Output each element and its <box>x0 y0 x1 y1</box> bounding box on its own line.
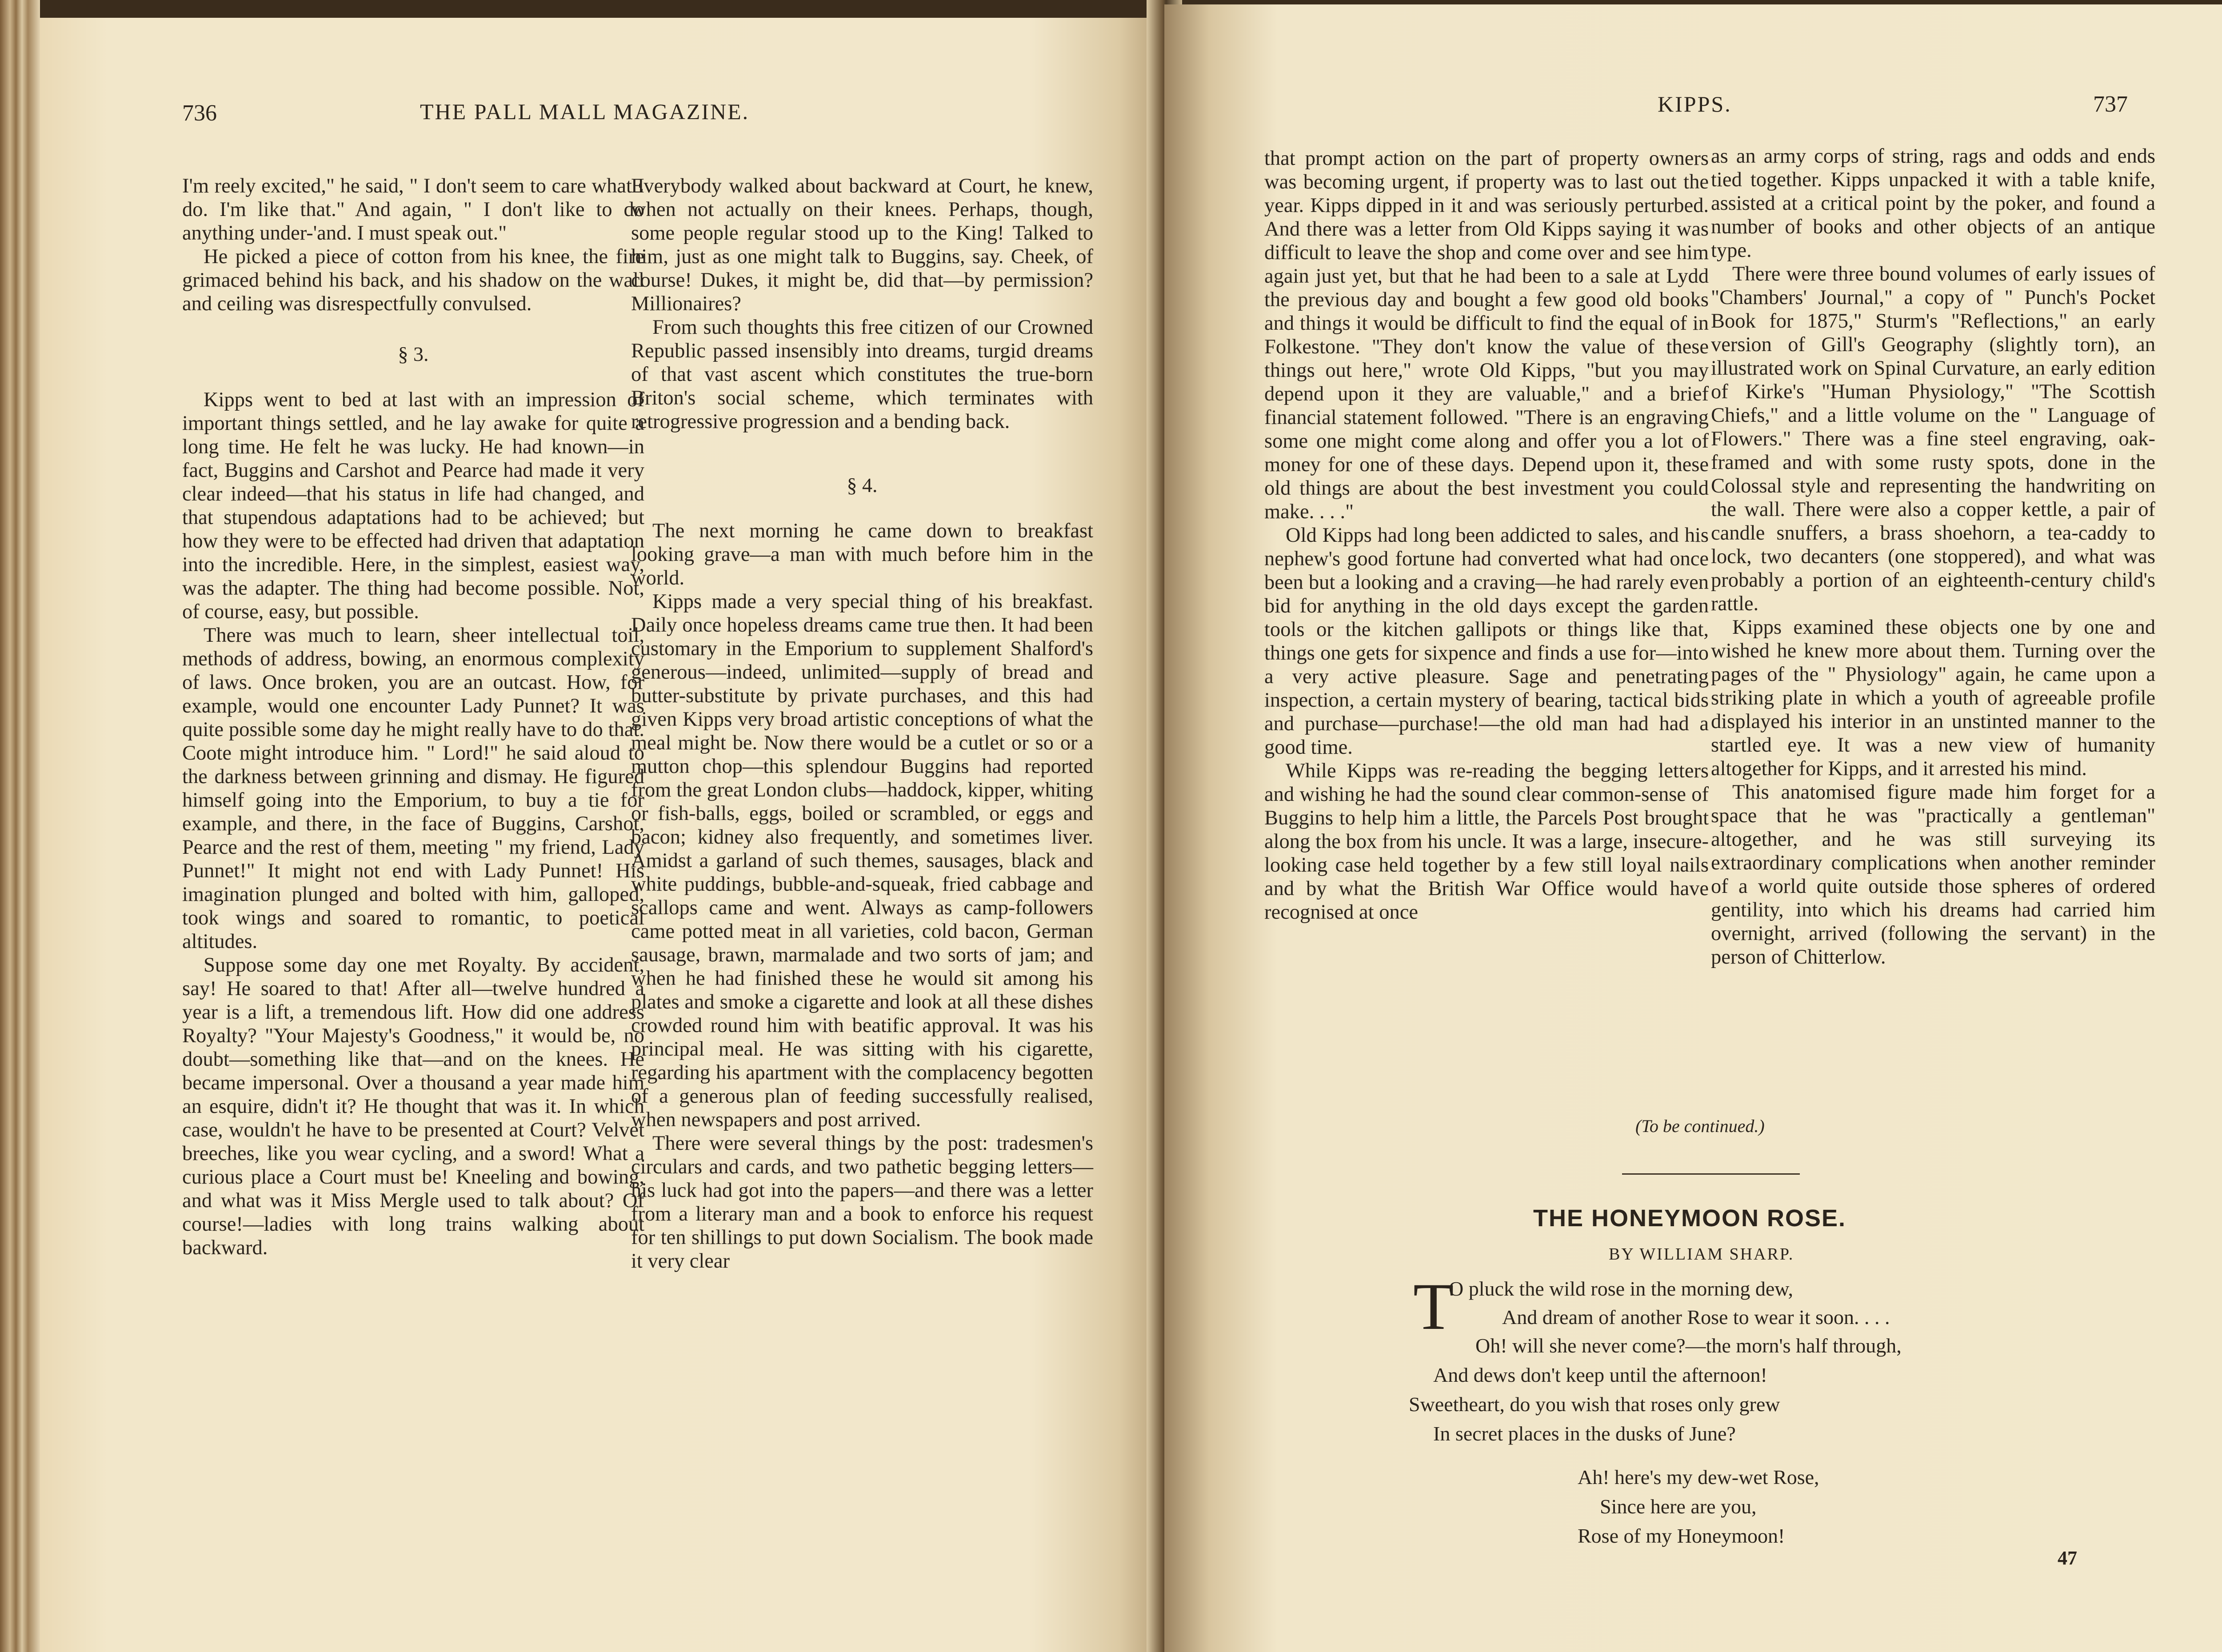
printer-signature: 47 <box>2058 1547 2077 1569</box>
running-header-right: KIPPS. <box>1658 92 1732 116</box>
poem-line: And dews don't keep until the afternoon! <box>1433 1364 1767 1386</box>
col1-top <box>182 174 644 316</box>
left-column-1 <box>182 174 644 1260</box>
poem-title: THE HONEYMOON ROSE. <box>1533 1205 1846 1232</box>
right-page <box>1164 4 2222 1652</box>
left-page <box>40 18 1164 1652</box>
paragraph: There was much to learn, sheer intellectual toil, methods of address, bowing, an enormous complexity of laws. Once broken, you are an outcast. How, for example, would one encounter Lady Punnet? It was quite possible some day he might really have to do that. Coote might introduce him. " Lord!" he said aloud to the darkness between grinning and dismay. He figured himself going into the Emporium, to buy a tie for example, and there, in the face of Buggins, Carshot, Pearce and the rest of them, meeting " my friend, Lady Punnet!" It might not end with Lady Punnet! His imagination plunged and bolted with him, galloped, took wings and soared to romantic, to poetical altitudes. <box>182 624 644 953</box>
paragraph: The next morning he came down to breakfast looking grave—a man with much before him in the world. <box>631 520 1093 589</box>
poem-line: Sweetheart, do you wish that roses only grew <box>1409 1393 1780 1416</box>
page-number-right: 737 <box>2093 92 2128 117</box>
page-number-left: 736 <box>182 100 217 126</box>
paragraph: Suppose some day one met Royalty. By accident, say! He soared to that! After all—twelve hundred a year is a lift, a tremendous lift. How did one address Royalty? "Your Majesty's Goodness," it would be, no doubt—something like that—and on the knees. He became impersonal. Over a thousand a year made him an esquire, didn't it? He thought that was it. In which case, wouldn't he have to be presented at Court? Velvet breeches, like you wear cycling, and a sword! What a curious place a Court must be! Kneeling and bowing, and what was it Miss Mergle used to talk about? Of course!—ladies with long trains walking about backward. <box>182 954 644 1259</box>
paragraph: From such thoughts this free citizen of our Crowned Republic passed insensibly into dreams, turgid dreams of that vast ascent which constitutes the true-born Briton's social scheme, which terminates with retrogressive progression and a bending back. <box>631 316 1093 433</box>
paragraph: that prompt action on the part of property owners was becoming urgent, if property was to last out the year. Kipps dipped in it and was seriously perturbed. And there was a letter from Old Kipps saying it was difficult to leave the shop and come over and see him again just yet, but that he had been to a sale at Lydd the previous day and bought a few good old books and things it would be difficult to find the equal of in Folkestone. "They don't know the value of these things out here," wrote Old Kipps, "but you may depend upon it they are valuable," and a brief financial statement followed. "There is an engraving some one might come along and offer you a lot of money for one of these days. Depend upon it, these old things are about the best investment you could make. . . ." <box>1264 147 1709 523</box>
paragraph: I'm reely excited," he said, " I don't seem to care what I do. I'm like that." And again, " I don't like to do anything under-'and. I must speak out." <box>182 175 644 244</box>
paragraph: Everybody walked about backward at Court, he knew, when not actually on their knees. Perhaps, though, some people regular stood up to the King! Talked to him, just as one might talk to Buggins, say. Cheek, of course! Dukes, it might be, did that—by permission? Millionaires? <box>631 175 1093 315</box>
poem-body <box>1164 4 2222 1652</box>
poem-line: Ah! here's my dew-wet Rose, <box>1578 1466 1819 1488</box>
paragraph: as an army corps of string, rags and odds and ends tied together. Kipps unpacked it with a table knife, assisted at a critical point by the poker, and found a number of books and other objects of an antique type. <box>1711 145 2155 262</box>
poem-line: Rose of my Honeymoon! <box>1578 1524 1785 1547</box>
poem-line: Oh! will she never come?—the morn's half through, <box>1475 1334 1902 1357</box>
poem-line: And dream of another Rose to wear it soon. . . . <box>1502 1306 1890 1328</box>
to-be-continued: (To be continued.) <box>1635 1116 1765 1136</box>
col1-bottom <box>182 388 644 1260</box>
paragraph: Kipps made a very special thing of his breakfast. Daily once hopeless dreams came true then. It had been customary in the Emporium to supplement Shalford's generous—indeed, unlimited—supply of bread and butter-substitute by private purchases, and this had given Kipps very broad artistic conceptions of what the meal might be. Now there would be a cutlet or so or a mutton chop—this splendour Buggins had reported from the great London clubs—haddock, kipper, whiting or fish-balls, eggs, boiled or scrambled, or eggs and bacon; kidney also frequently, and sometimes liver. Amidst a garland of such themes, sausages, black and white puddings, bubble-and-squeak, fried cabbage and scallops came and went. Always as camp-followers came potted meat in all varieties, cold bacon, German sausage, brawn, marmalade and two sorts of jam; and when he had finished these he would sit among his plates and smoke a cigarette and look at all these dishes crowded round him with beatific approval. It was his principal meal. He was sitting with his cigarette, regarding his apartment with the complacency begotten of a generous plan of feeding successfully realised, when newspapers and post arrived. <box>631 590 1093 1131</box>
section-mark-3: § 3. <box>398 343 429 365</box>
drop-cap: T <box>1413 1270 1454 1344</box>
paragraph: This anatomised figure made him forget for a space that he was "practically a gentleman" altogether, and he was still surveying its extraordinary complications when another reminder of a world quite outside those spheres of ordered gentility, into which his dreams had carried him overnight, arrived (following the servant) in the person of Chitterlow. <box>1711 781 2155 968</box>
section-mark-4: § 4. <box>847 474 878 496</box>
poem-line: In secret places in the dusks of June? <box>1433 1422 1736 1445</box>
paragraph: While Kipps was re-reading the begging letters and wishing he had the sound clear common-sense of Buggins to help him a little, the Parcels Post brought along the box from his uncle. It was a large, insecure-looking case held together by a few still loyal nails and by what the British War Office would have recognised at once <box>1264 760 1709 924</box>
book-edge-left <box>0 0 40 1652</box>
paragraph: Kipps examined these objects one by one and wished he knew more about them. Turning over the pages of the " Physiology" again, he came upon a striking plate in which a youth of agreeable profile displayed his interior in an unstinted manner to the startled eye. It was a new view of humanity altogether for Kipps, and it arrested his mind. <box>1711 616 2155 780</box>
poem-byline: BY WILLIAM SHARP. <box>1609 1245 1794 1264</box>
paragraph: Kipps went to bed at last with an impression of important things settled, and he lay awake for quite a long time. He felt he was lucky. He had known—in fact, Buggins and Carshot and Pearce had made it very clear indeed—that his status in life had changed, and that stupendous adaptations had to be achieved; but how they were to be effected had driven that adaptation into the incredible. Here, in the simplest, easiest way, was the adapter. The thing had become possible. Not, of course, easy, but possible. <box>182 388 644 623</box>
poem-line: Since here are you, <box>1600 1495 1757 1518</box>
paragraph: He picked a piece of cotton from his knee, the fire grimaced behind his back, and his shadow on the wall and ceiling was disrespectfully convulsed. <box>182 245 644 315</box>
running-header-left: THE PALL MALL MAGAZINE. <box>420 99 750 124</box>
paragraph: Old Kipps had long been addicted to sales, and his nephew's good fortune had converted what had once been but a looking and a craving—he had rarely even bid for anything in the old days except the garden tools or the kitchen gallipots or things like that, things one gets for sixpence and finds a use for—into a very active pleasure. Sage and penetrating inspection, a certain mystery of bearing, tactical bids and purchase—purchase!—the old man had had a good time. <box>1264 524 1709 759</box>
left-column-2 <box>631 174 1093 1273</box>
poem-line: O pluck the wild rose in the morning dew, <box>1449 1277 1794 1300</box>
paragraph: There were several things by the post: tradesmen's circulars and cards, and two pathetic begging letters—his luck had got into the papers—and there was a letter from a literary man and a book to enforce his request for ten shillings to put down Socialism. The book made it very clear <box>631 1132 1093 1272</box>
paragraph: There were three bound volumes of early issues of "Chambers' Journal," a copy of " Punch's Pocket Book for 1875," Sturm's "Reflections," an early version of Gill's Geography (slightly torn), an illustrated work on Spinal Curvature, an early edition of Kirke's "Human Physiology," "The Scottish Chiefs," and a little volume on the " Language of Flowers." There was a fine steel engraving, oak-framed and with some rusty spots, done in the Colossal style and representing the handwriting on the wall. There were also a copper kettle, a pair of candle snuffers, a brass shoehorn, a tea-caddy to lock, two decanters (one stoppered), and what was probably a portion of an eighteenth-century child's rattle. <box>1711 263 2155 615</box>
